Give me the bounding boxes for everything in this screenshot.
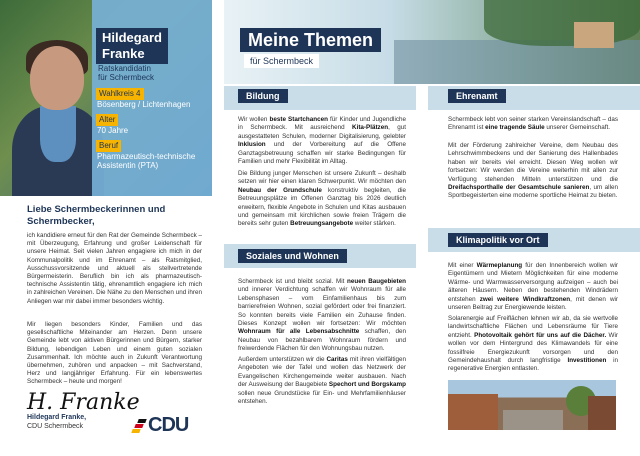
alter-label: Alter <box>96 114 118 126</box>
bildung-paragraph-2: Die Bildung junger Menschen ist unsere Zukunft – deshalb setzen wir hier einen klaren Schwerpunkt. Wir möchten den Neubau der Grundschule konstruktiv begleiten, die Betreuungsplätze im Offenen Ganztag bis 2026 deutlich erweitern, flexible Angebote in Schulen und Kitas ausbauen und gemeinsam mit kirchlichen sowie freien Trägern die bereits sehr guten Betreuungsangebote weiter stärken. <box>238 170 406 228</box>
cdu-logo: CDU <box>132 414 188 437</box>
signature-name: Hildegard Franke, <box>27 414 87 421</box>
soziales-paragraph-1: Schermbeck ist und bleibt sozial. Mit neuen Baugebieten und innerer Verdichtung schaffen wir Wohnraum für alle Lebensphasen – vom Einfamilienhaus bis zum barrierefreien Wohnen, sozial gefördert oder frei finanziert. So konnten bereits viele Familien ein Zuhause finden. Dieses Konzept wollen wir fortsetzen: Wir möchten Wohnraum für alle Lebensabschnitte schaffen, den Neubau von bezahlbarem Wohnraum fördern und freiwerdende Flächen für den Wohnungsbau nutzen. <box>238 278 406 353</box>
letter-paragraph-2: Mir liegen besonders Kinder, Familien und das gesellschaftliche Miteinander am Herzen. Denn unsere Gemeinde lebt von aktiven Bürgerinnen und Bürgern, starker Bildung, lebendigen Leben und einem guten sozialen Zusammenhalt. Ich möchte auch in Zukunft Verantwortung übernehmen, zuhören und anpacken – mit Sachverstand, Herz und langjähriger Erfahrung. Für ein lebenswertes Schermbeck – heute und morgen! <box>27 321 202 386</box>
page-subtitle: für Schermbeck <box>244 54 319 68</box>
street-photo <box>448 380 616 430</box>
candidate-photo <box>8 20 98 196</box>
soziales-paragraph-2: Außerdem unterstützen wir die Caritas mit ihren vielfältigen Angeboten wie der Tafel und wollen das Netzwerk der Evangelischen Kirchengemeinde weiter ausbauen. Nach der Ausweisung der Baugebiete Spechort und Borgskamp sollen neue Grundstücke für Ein- und Mehrfamilienhäuser entstehen. <box>238 356 407 406</box>
cdu-flag-icon <box>132 419 146 433</box>
beruf-label: Beruf <box>96 140 121 152</box>
section-title-klima: Klimapolitik vor Ort <box>448 233 548 247</box>
klima-paragraph-1: Mit einer Wärmeplanung für den Innenbereich wollen wir Eigentümern und Mietern Möglichkeiten für eine moderne Wärme- und Warmwasserversorgung aufzeigen – auch bei älteren Häusern. Neben den bestehenden Windrädern entstehen zwei weitere Windkraftzonen, mit denen wir unseren Beitrag zur Energiewende leisten. <box>448 262 618 312</box>
candidate-role: Ratskandidatin <box>98 64 151 73</box>
handwritten-signature: H. Franke <box>27 390 140 415</box>
candidate-name: Hildegard Franke <box>96 28 168 64</box>
section-title-ehrenamt: Ehrenamt <box>448 89 506 103</box>
candidate-role-place: für Schermbeck <box>98 73 155 82</box>
signature-role: CDU Schermbeck <box>27 423 84 430</box>
letter-paragraph-1: ich kandidiere erneut für den Rat der Gemeinde Schermbeck – mit Überzeugung, Erfahrung und großer Leidenschaft für unsere Heimat. Seit vielen Jahren engagiere ich mich in der Kommunalpolitik und im Ehrenamt – als Ratsmitglied, Ausschussvorsitzende und aktuell als stellvertretende Bürgermeisterin. Beruflich bin ich als pharmazeutisch-technische Assistentin tätig, ehrenamtlich engagiere ich mich in zahlreichen Vereinen. Die Nähe zu den Menschen und ihren Anliegen war mir dabei immer besonders wichtig. <box>27 232 203 305</box>
beruf-value-2: Assistentin (PTA) <box>97 161 159 170</box>
letter-greeting: Liebe Schermbeckerinnen und Schermbecker, <box>27 204 166 227</box>
alter-value: 70 Jahre <box>97 126 129 135</box>
ehrenamt-paragraph-1: Schermbeck lebt von seiner starken Vereinslandschaft – das Ehrenamt ist eine tragende Säule unserer Gemeinschaft. <box>448 116 618 132</box>
beruf-value: Pharmazeutisch-technische <box>97 152 196 161</box>
wahlkreis-label: Wahlkreis 4 <box>96 88 144 100</box>
page-title: Meine Themen <box>240 28 381 52</box>
bildung-paragraph-1: Wir wollen beste Startchancen für Kinder und Jugendliche in Schermbeck. Mit ausreichend Kita-Plätzen, gut ausgestatteten Schulen, moderner Digitalisierung, gelebter Inklusion und der Vorbereitung auf die Offene Ganztagsbetreuung schaffen wir starke Bedingungen für Familien und mehr Flexibilität im Alltag. <box>238 116 407 166</box>
section-title-bildung: Bildung <box>238 89 288 103</box>
section-title-soziales: Soziales und Wohnen <box>238 249 347 263</box>
klima-paragraph-2: Solarenergie auf Freiflächen lehnen wir ab, da sie wertvolle landwirtschaftliche Flächen und Lebensräume für Tiere entzieht. Photovoltaik gehört für uns auf die Dächer. Wir wollen vor dem Hintergrund des Klimawandels für eine fossilfreie Energiezukunft vorsorgen und den Gemeindehaushalt durch langfristige Investitionen in regenerative Energien entlasten. <box>448 315 618 373</box>
ehrenamt-paragraph-2: Mit der Förderung zahlreicher Vereine, dem Neubau des Lehrschwimmbeckens und der Sanierung des Hallenbades haben wir bereits viel erreicht. Diesen Weg wollen wir fortsetzen: Wir werden die Vereine weiterhin mit allen zur Verfügung stehenden Mitteln unterstützen und die Dreifachsporthalle der Gesamtschule sanieren, um allen Sportbegeisterten eine moderne sportliche Heimat zu bieten. <box>448 142 618 200</box>
wahlkreis-value: Bösenberg / Lichtenhagen <box>97 100 191 109</box>
